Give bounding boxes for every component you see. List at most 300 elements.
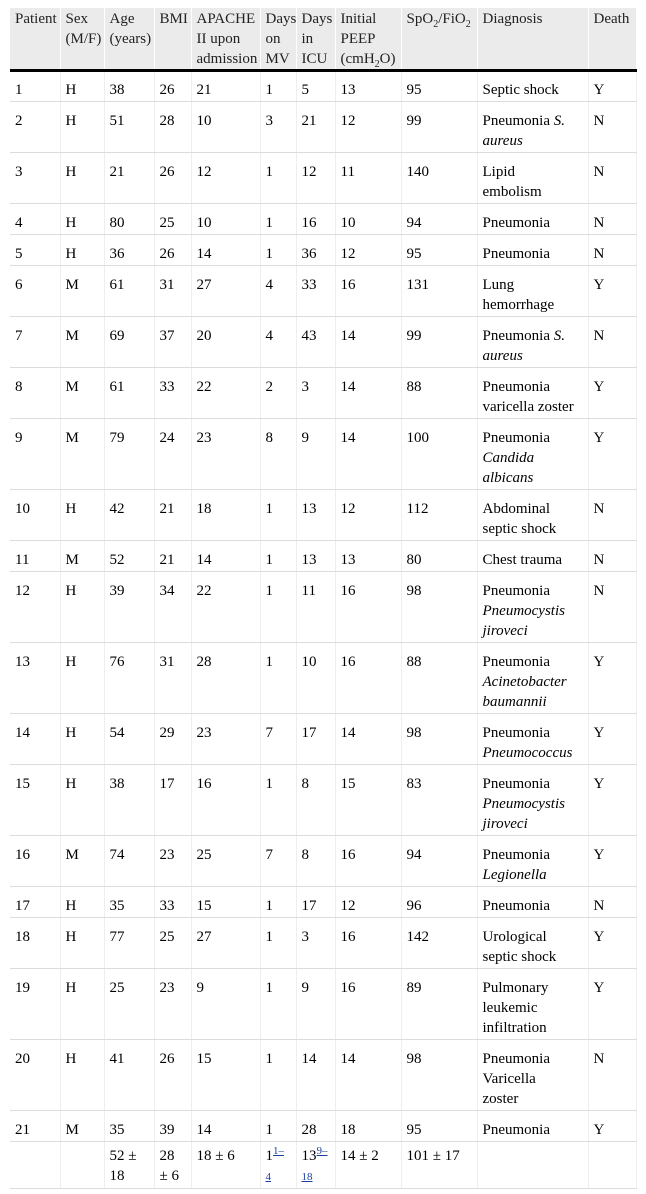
cell-apache: 25 — [191, 836, 260, 887]
cell-mv: 1 — [260, 490, 296, 541]
cell-mv: 7 — [260, 836, 296, 887]
cell-spo2: 100 — [401, 419, 477, 490]
cell-icu: 8 — [296, 836, 335, 887]
cell-patient: 10 — [10, 490, 60, 541]
diagnosis-text: Acinetobacter — [482, 674, 567, 690]
cell-bmi: 39 — [154, 1111, 191, 1142]
cell-mv: 1 — [260, 969, 296, 1040]
cell-bmi: 37 — [154, 317, 191, 368]
cell-sex: H — [60, 235, 104, 266]
col-diagnosis-label: Diagnosis — [482, 11, 543, 27]
cell-icu: 36 — [296, 235, 335, 266]
cell-patient: 2 — [10, 102, 60, 153]
cell-icu: 13 — [296, 541, 335, 572]
cell-sex: H — [60, 765, 104, 836]
cell-age: 74 — [104, 836, 154, 887]
summary-mv — [260, 1142, 296, 1189]
table-row — [10, 419, 636, 490]
summary-peep: 14 ± 2 — [335, 1142, 401, 1189]
cell-mv: 1 — [260, 1040, 296, 1111]
cell-mv: 4 — [260, 266, 296, 317]
cell-icu: 13 — [296, 490, 335, 541]
col-apache-label-1: APACHE — [196, 11, 256, 27]
cell-apache: 14 — [191, 1111, 260, 1142]
cell-spo2: 83 — [401, 765, 477, 836]
cell-mv: 1 — [260, 918, 296, 969]
cell-peep: 12 — [335, 490, 401, 541]
cell-spo2: 142 — [401, 918, 477, 969]
cell-spo2: 94 — [401, 204, 477, 235]
cell-mv: 1 — [260, 204, 296, 235]
cell-spo2: 88 — [401, 368, 477, 419]
cell-peep: 13 — [335, 541, 401, 572]
cell-apache: 23 — [191, 714, 260, 765]
cell-spo2: 88 — [401, 643, 477, 714]
cell-icu: 33 — [296, 266, 335, 317]
cell-icu: 12 — [296, 153, 335, 204]
cell-age: 25 — [104, 969, 154, 1040]
cell-spo2: 112 — [401, 490, 477, 541]
cell-apache: 23 — [191, 419, 260, 490]
cell-bmi: 21 — [154, 541, 191, 572]
diagnosis-text: leukemic — [482, 1000, 538, 1016]
cell-patient: 4 — [10, 204, 60, 235]
cell-icu: 43 — [296, 317, 335, 368]
cell-age: 36 — [104, 235, 154, 266]
cell-death: N — [588, 204, 636, 235]
diagnosis-text: Lung — [482, 277, 515, 293]
cell-death: N — [588, 153, 636, 204]
cell-mv: 1 — [260, 765, 296, 836]
cell-age: 38 — [104, 765, 154, 836]
col-mv-label-3: MV — [265, 51, 290, 67]
cell-age: 51 — [104, 102, 154, 153]
cell-sex: H — [60, 204, 104, 235]
cell-patient: 13 — [10, 643, 60, 714]
table-row — [10, 1111, 636, 1142]
col-mv-label-2: on — [265, 31, 281, 47]
cell-bmi: 24 — [154, 419, 191, 490]
cell-sex: M — [60, 419, 104, 490]
col-apache — [191, 8, 260, 71]
diagnosis-text: Pneumonia — [482, 215, 550, 231]
cell-icu: 14 — [296, 1040, 335, 1111]
cell-bmi: 26 — [154, 71, 191, 102]
col-spo2-label-a: SpO — [406, 11, 434, 27]
cell-spo2: 89 — [401, 969, 477, 1040]
cell-apache: 16 — [191, 765, 260, 836]
cell-mv: 1 — [260, 71, 296, 102]
cell-peep: 14 — [335, 368, 401, 419]
cell-mv: 8 — [260, 419, 296, 490]
cell-diagnosis — [477, 541, 588, 572]
diagnosis-text: embolism — [482, 184, 542, 200]
cell-icu: 17 — [296, 887, 335, 918]
cell-mv: 3 — [260, 102, 296, 153]
cell-icu: 16 — [296, 204, 335, 235]
diagnosis-text: septic shock — [482, 521, 557, 537]
cell-peep: 12 — [335, 102, 401, 153]
cell-patient: 5 — [10, 235, 60, 266]
cell-age: 39 — [104, 572, 154, 643]
col-apache-label-3: admission — [196, 51, 258, 67]
summary-bmi — [154, 1142, 191, 1189]
cell-peep: 16 — [335, 969, 401, 1040]
cell-diagnosis — [477, 235, 588, 266]
icu-reference-link-2[interactable]: 18 — [301, 1171, 313, 1183]
cell-peep: 14 — [335, 419, 401, 490]
cell-death: Y — [588, 765, 636, 836]
diagnosis-text: albicans — [482, 470, 534, 486]
cell-peep: 11 — [335, 153, 401, 204]
cell-sex: H — [60, 918, 104, 969]
cell-icu: 5 — [296, 71, 335, 102]
cell-diagnosis — [477, 102, 588, 153]
cell-death: Y — [588, 71, 636, 102]
cell-sex: H — [60, 1040, 104, 1111]
cell-bmi: 33 — [154, 368, 191, 419]
mv-reference-link-2[interactable]: 4 — [265, 1171, 271, 1183]
col-sex — [60, 8, 104, 71]
cell-diagnosis — [477, 1040, 588, 1111]
diagnosis-text: Varicella — [482, 1071, 536, 1087]
summary-bmi-2: ± 6 — [159, 1168, 179, 1184]
table-row — [10, 572, 636, 643]
cell-icu: 9 — [296, 969, 335, 1040]
summary-empty — [10, 1142, 60, 1189]
cell-spo2: 80 — [401, 541, 477, 572]
col-spo2-fio2 — [401, 8, 477, 71]
cell-age: 54 — [104, 714, 154, 765]
diagnosis-text: Lipid — [482, 164, 515, 180]
cell-death: N — [588, 235, 636, 266]
diagnosis-text: Pneumonia — [482, 246, 550, 262]
summary-apache: 18 ± 6 — [191, 1142, 260, 1189]
col-death — [588, 8, 636, 71]
cell-bmi: 25 — [154, 204, 191, 235]
cell-spo2: 94 — [401, 836, 477, 887]
diagnosis-text: Pneumonia — [482, 654, 550, 670]
col-icu-label-1: Days — [301, 11, 333, 27]
cell-death: N — [588, 541, 636, 572]
diagnosis-text: aureus — [482, 348, 523, 364]
cell-diagnosis — [477, 153, 588, 204]
diagnosis-text: Pneumonia — [482, 898, 550, 914]
cell-icu: 21 — [296, 102, 335, 153]
diagnosis-text: Candida — [482, 450, 535, 466]
cell-mv: 1 — [260, 643, 296, 714]
col-apache-label-2: II upon — [196, 31, 241, 47]
cell-peep: 13 — [335, 71, 401, 102]
col-age-label-2: (years) — [109, 31, 152, 47]
summary-empty — [477, 1142, 588, 1189]
col-icu-label-3: ICU — [301, 51, 328, 67]
cell-icu: 28 — [296, 1111, 335, 1142]
cell-diagnosis — [477, 836, 588, 887]
cell-patient: 14 — [10, 714, 60, 765]
diagnosis-text: Pneumonia — [482, 1051, 550, 1067]
cell-patient: 20 — [10, 1040, 60, 1111]
table-row — [10, 368, 636, 419]
cell-bmi: 26 — [154, 153, 191, 204]
cell-sex: H — [60, 643, 104, 714]
cell-apache: 14 — [191, 235, 260, 266]
cell-age: 52 — [104, 541, 154, 572]
cell-sex: H — [60, 153, 104, 204]
cell-peep: 14 — [335, 1040, 401, 1111]
cell-mv: 1 — [260, 887, 296, 918]
cell-spo2: 99 — [401, 317, 477, 368]
summary-row — [10, 1142, 636, 1189]
cell-death: Y — [588, 643, 636, 714]
cell-icu: 8 — [296, 765, 335, 836]
cell-bmi: 26 — [154, 1040, 191, 1111]
col-peep-label-3b: O) — [379, 51, 396, 67]
diagnosis-text: jiroveci — [482, 816, 528, 832]
cell-bmi: 23 — [154, 969, 191, 1040]
col-age-label-1: Age — [109, 11, 135, 27]
cell-sex: M — [60, 541, 104, 572]
cell-peep: 12 — [335, 887, 401, 918]
diagnosis-text: Urological — [482, 929, 547, 945]
cell-age: 61 — [104, 266, 154, 317]
cell-sex: M — [60, 368, 104, 419]
col-mv-label-1: Days — [265, 11, 297, 27]
cell-mv: 2 — [260, 368, 296, 419]
cell-apache: 27 — [191, 266, 260, 317]
cell-age: 42 — [104, 490, 154, 541]
cell-sex: H — [60, 714, 104, 765]
table-row — [10, 765, 636, 836]
cell-sex: H — [60, 887, 104, 918]
table-row — [10, 1040, 636, 1111]
cell-mv: 1 — [260, 1111, 296, 1142]
cell-icu: 3 — [296, 918, 335, 969]
col-sex-label-1: Sex — [65, 11, 88, 27]
cell-bmi: 34 — [154, 572, 191, 643]
cell-sex: H — [60, 490, 104, 541]
cell-patient: 18 — [10, 918, 60, 969]
diagnosis-text: aureus — [482, 133, 523, 149]
col-diagnosis — [477, 8, 588, 71]
cell-age: 41 — [104, 1040, 154, 1111]
cell-age: 80 — [104, 204, 154, 235]
cell-patient: 11 — [10, 541, 60, 572]
cell-mv: 7 — [260, 714, 296, 765]
cell-death: N — [588, 490, 636, 541]
cell-diagnosis — [477, 368, 588, 419]
cell-apache: 27 — [191, 918, 260, 969]
cell-mv: 1 — [260, 572, 296, 643]
diagnosis-text: zoster — [482, 1091, 519, 1107]
cell-apache: 14 — [191, 541, 260, 572]
cell-bmi: 21 — [154, 490, 191, 541]
diagnosis-text: Pneumococcus — [482, 745, 573, 761]
mv-reference-link[interactable]: 1– — [273, 1145, 284, 1157]
cell-death: Y — [588, 836, 636, 887]
summary-age-2: 18 — [109, 1168, 125, 1184]
table-row — [10, 204, 636, 235]
cell-apache: 20 — [191, 317, 260, 368]
col-days-icu — [296, 8, 335, 71]
cell-icu: 9 — [296, 419, 335, 490]
table-container — [10, 8, 636, 1189]
icu-reference-link[interactable]: 9– — [316, 1145, 328, 1157]
cell-peep: 14 — [335, 714, 401, 765]
cell-diagnosis — [477, 266, 588, 317]
cell-peep: 16 — [335, 572, 401, 643]
col-peep-label-sub: 2 — [374, 59, 380, 70]
summary-empty — [60, 1142, 104, 1189]
cell-peep: 16 — [335, 918, 401, 969]
table-row — [10, 71, 636, 102]
cell-patient: 7 — [10, 317, 60, 368]
summary-bmi-1: 28 — [159, 1148, 175, 1164]
cell-spo2: 98 — [401, 1040, 477, 1111]
cell-diagnosis — [477, 204, 588, 235]
cell-patient: 16 — [10, 836, 60, 887]
cell-spo2: 98 — [401, 572, 477, 643]
table-row — [10, 918, 636, 969]
diagnosis-text: Pneumonia — [482, 328, 554, 344]
diagnosis-text: Pneumonia — [482, 1122, 550, 1138]
cell-age: 77 — [104, 918, 154, 969]
col-spo2-label-b: /FiO — [438, 11, 466, 27]
cell-bmi: 31 — [154, 266, 191, 317]
cell-death: N — [588, 572, 636, 643]
cell-patient: 6 — [10, 266, 60, 317]
cell-apache: 22 — [191, 572, 260, 643]
cell-bmi: 23 — [154, 836, 191, 887]
cell-apache: 10 — [191, 204, 260, 235]
cell-apache: 22 — [191, 368, 260, 419]
col-icu-label-2: in — [301, 31, 314, 47]
diagnosis-text: septic shock — [482, 949, 557, 965]
cell-spo2: 95 — [401, 1111, 477, 1142]
cell-apache: 10 — [191, 102, 260, 153]
diagnosis-text: Pneumocystis — [482, 603, 565, 619]
cell-diagnosis — [477, 1111, 588, 1142]
cell-mv: 1 — [260, 235, 296, 266]
diagnosis-text: varicella zoster — [482, 399, 574, 415]
diagnosis-text: Pneumonia — [482, 113, 554, 129]
cell-death: Y — [588, 266, 636, 317]
diagnosis-text: S. — [553, 328, 565, 344]
header-row — [10, 8, 636, 71]
diagnosis-text: hemorrhage — [482, 297, 555, 313]
diagnosis-text: Chest trauma — [482, 552, 563, 568]
cell-peep: 12 — [335, 235, 401, 266]
col-peep-label-2: PEEP — [340, 31, 376, 47]
diagnosis-text: Pneumonia — [482, 847, 550, 863]
cell-bmi: 29 — [154, 714, 191, 765]
col-spo2-sub-1: 2 — [433, 19, 439, 30]
diagnosis-text: Pneumocystis — [482, 796, 565, 812]
diagnosis-text: Pneumonia — [482, 379, 550, 395]
cell-age: 35 — [104, 1111, 154, 1142]
cell-spo2: 98 — [401, 714, 477, 765]
cell-age: 35 — [104, 887, 154, 918]
cell-death: Y — [588, 714, 636, 765]
cell-icu: 10 — [296, 643, 335, 714]
cell-death: Y — [588, 918, 636, 969]
cell-patient: 21 — [10, 1111, 60, 1142]
cell-apache: 21 — [191, 71, 260, 102]
diagnosis-text: Pneumonia — [482, 430, 550, 446]
cell-diagnosis — [477, 969, 588, 1040]
cell-diagnosis — [477, 918, 588, 969]
cell-mv: 4 — [260, 317, 296, 368]
cell-bmi: 33 — [154, 887, 191, 918]
summary-mv-value: 1 — [265, 1148, 273, 1164]
cell-death: Y — [588, 969, 636, 1040]
cell-bmi: 26 — [154, 235, 191, 266]
cell-age: 69 — [104, 317, 154, 368]
diagnosis-text: Pulmonary — [482, 980, 549, 996]
cell-icu: 3 — [296, 368, 335, 419]
diagnosis-text: Pneumonia — [482, 776, 550, 792]
table-row — [10, 969, 636, 1040]
cell-patient: 9 — [10, 419, 60, 490]
cell-death: N — [588, 1040, 636, 1111]
table-row — [10, 714, 636, 765]
cell-death: N — [588, 102, 636, 153]
cell-apache: 28 — [191, 643, 260, 714]
cell-mv: 1 — [260, 541, 296, 572]
table-row — [10, 317, 636, 368]
cell-age: 38 — [104, 71, 154, 102]
cell-age: 76 — [104, 643, 154, 714]
cell-bmi: 31 — [154, 643, 191, 714]
cell-mv: 1 — [260, 153, 296, 204]
cell-death: Y — [588, 419, 636, 490]
cell-peep: 16 — [335, 643, 401, 714]
cell-diagnosis — [477, 714, 588, 765]
cell-apache: 9 — [191, 969, 260, 1040]
cell-sex: H — [60, 102, 104, 153]
cell-peep: 10 — [335, 204, 401, 235]
table-row — [10, 490, 636, 541]
summary-spo2: 101 ± 17 — [401, 1142, 477, 1189]
cell-spo2: 131 — [401, 266, 477, 317]
cell-spo2: 140 — [401, 153, 477, 204]
cell-apache: 15 — [191, 887, 260, 918]
cell-peep: 15 — [335, 765, 401, 836]
col-patient — [10, 8, 60, 71]
col-bmi-label: BMI — [159, 11, 188, 27]
col-peep-label-1: Initial — [340, 11, 377, 27]
cell-patient: 12 — [10, 572, 60, 643]
cell-diagnosis — [477, 643, 588, 714]
summary-empty — [588, 1142, 636, 1189]
cell-patient: 17 — [10, 887, 60, 918]
diagnosis-text: Septic shock — [482, 82, 559, 98]
cell-bmi: 17 — [154, 765, 191, 836]
cell-peep: 16 — [335, 266, 401, 317]
col-days-mv — [260, 8, 296, 71]
summary-age — [104, 1142, 154, 1189]
diagnosis-text: jiroveci — [482, 623, 528, 639]
cell-apache: 18 — [191, 490, 260, 541]
cell-sex: H — [60, 71, 104, 102]
diagnosis-text: S. — [553, 113, 565, 129]
cell-sex: M — [60, 317, 104, 368]
table-body — [10, 71, 636, 1189]
cell-peep: 16 — [335, 836, 401, 887]
cell-peep: 18 — [335, 1111, 401, 1142]
summary-icu — [296, 1142, 335, 1189]
table-row — [10, 836, 636, 887]
